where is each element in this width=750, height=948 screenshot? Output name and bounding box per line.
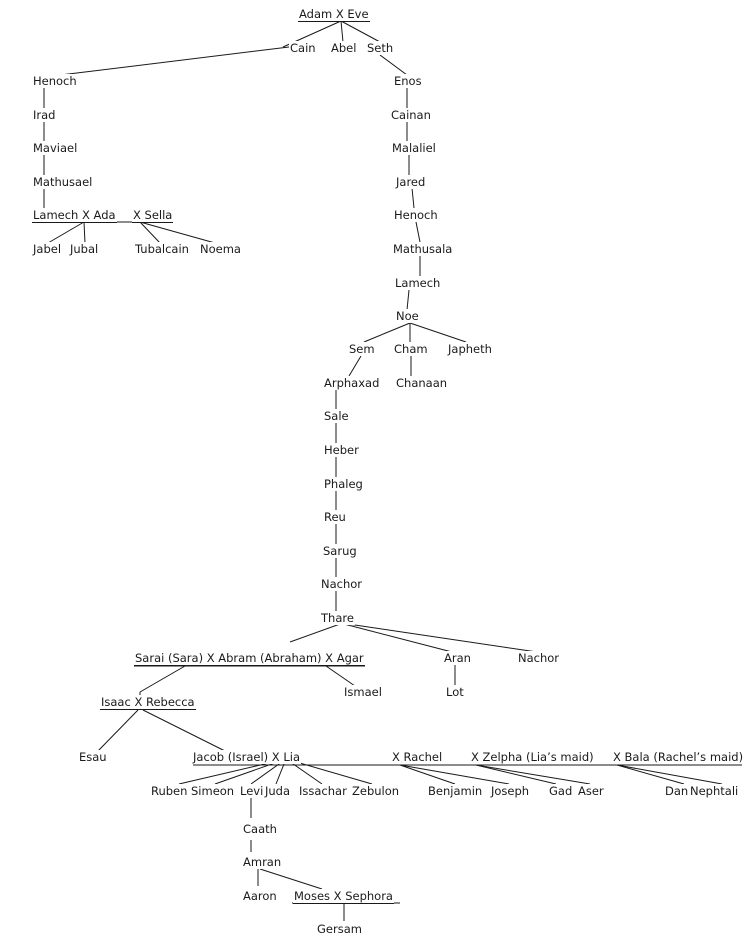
seth-node: Seth bbox=[367, 41, 394, 55]
ruben-node: Ruben bbox=[151, 784, 188, 798]
heber-node: Heber bbox=[324, 443, 359, 457]
sem-node: Sem bbox=[349, 342, 375, 356]
aaron-node: Aaron bbox=[243, 889, 277, 903]
jabel-node: Jabel bbox=[33, 242, 62, 256]
cainan-node: Cainan bbox=[391, 108, 431, 122]
cain-node: Cain bbox=[290, 41, 316, 55]
abram-couple: Sarai (Sara) X Abram (Abraham) X Agar bbox=[135, 651, 364, 665]
isaac-rebecca-couple: Isaac X Rebecca bbox=[101, 695, 195, 709]
zelpha-spouse: X Zelpha (Lia’s maid) bbox=[471, 750, 594, 764]
sella-spouse: X Sella bbox=[133, 208, 173, 222]
ismael-node: Ismael bbox=[344, 685, 382, 699]
aser-node: Aser bbox=[578, 784, 604, 798]
thare-node: Thare bbox=[321, 611, 354, 625]
sarug-node: Sarug bbox=[323, 544, 357, 558]
sale-node: Sale bbox=[324, 409, 349, 423]
maviael-node: Maviael bbox=[33, 141, 78, 155]
mathusala-node: Mathusala bbox=[393, 242, 453, 256]
abel-node: Abel bbox=[331, 41, 357, 55]
japheth-node: Japheth bbox=[448, 342, 492, 356]
gad-node: Gad bbox=[549, 784, 573, 798]
bala-spouse: X Bala (Rachel’s maid) bbox=[613, 750, 744, 764]
benjamin-node: Benjamin bbox=[428, 784, 483, 798]
cham-node: Cham bbox=[394, 342, 428, 356]
arphaxad-node: Arphaxad bbox=[324, 376, 380, 390]
jubal-node: Jubal bbox=[70, 242, 99, 256]
nephtali-node: Nephtali bbox=[690, 784, 739, 798]
lamech-ada-couple: Lamech X Ada bbox=[33, 208, 116, 222]
jared-node: Jared bbox=[396, 175, 426, 189]
zebulon-node: Zebulon bbox=[352, 784, 400, 798]
lamech-seth-node: Lamech bbox=[395, 276, 441, 290]
adam-eve-couple: Adam X Eve bbox=[299, 7, 369, 21]
chanaan-node: Chanaan bbox=[396, 376, 448, 390]
reu-node: Reu bbox=[324, 510, 346, 524]
jacob-lia-couple: Jacob (Israel) X Lia bbox=[193, 750, 300, 764]
aran-node: Aran bbox=[444, 651, 471, 665]
rachel-spouse: X Rachel bbox=[392, 750, 443, 764]
moses-sephora-couple: Moses X Sephora bbox=[294, 889, 393, 903]
caath-node: Caath bbox=[243, 822, 277, 836]
noe-node: Noe bbox=[396, 309, 419, 323]
issachar-node: Issachar bbox=[299, 784, 347, 798]
irad-node: Irad bbox=[33, 108, 56, 122]
enos-node: Enos bbox=[394, 74, 422, 88]
mathusael-node: Mathusael bbox=[33, 175, 93, 189]
malaliel-node: Malaliel bbox=[392, 141, 436, 155]
juda-node: Juda bbox=[265, 784, 291, 798]
nachor-2-node: Nachor bbox=[518, 651, 560, 665]
phaleg-node: Phaleg bbox=[324, 477, 363, 491]
henoch-cain-node: Henoch bbox=[33, 74, 77, 88]
dan-node: Dan bbox=[665, 784, 689, 798]
nachor-1-node: Nachor bbox=[321, 577, 363, 591]
henoch-seth-node: Henoch bbox=[394, 208, 438, 222]
noema-node: Noema bbox=[200, 242, 241, 256]
gersam-node: Gersam bbox=[317, 922, 362, 936]
esau-node: Esau bbox=[79, 750, 107, 764]
amran-node: Amran bbox=[243, 855, 282, 869]
lot-node: Lot bbox=[446, 685, 464, 699]
levi-node: Levi bbox=[240, 784, 264, 798]
simeon-node: Simeon bbox=[191, 784, 235, 798]
joseph-node: Joseph bbox=[491, 784, 530, 798]
tubalcain-node: Tubalcain bbox=[135, 242, 189, 256]
